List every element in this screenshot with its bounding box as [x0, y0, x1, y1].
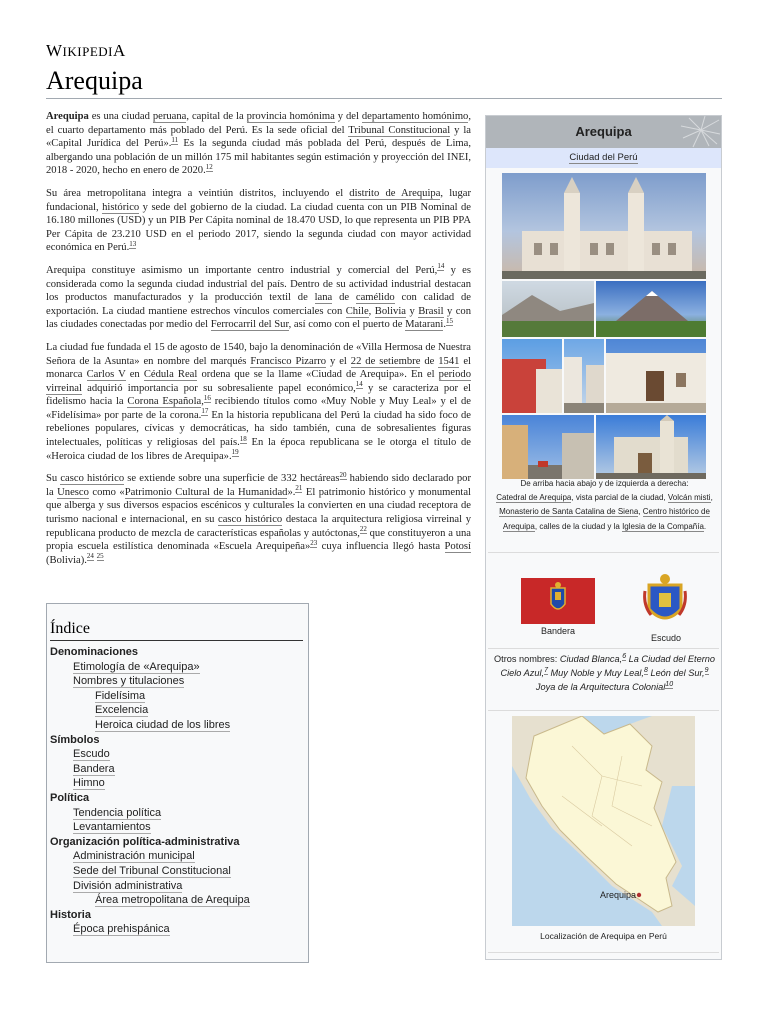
article-link[interactable]: Carlos V	[86, 369, 126, 381]
article-link[interactable]: Bolivia	[374, 305, 406, 317]
toc-item[interactable]	[50, 908, 305, 923]
reference-link[interactable]: 18	[239, 434, 247, 443]
reference-link[interactable]: 22	[359, 525, 367, 534]
table-of-contents	[46, 603, 309, 963]
infobox	[485, 115, 722, 960]
toc-item[interactable]	[50, 645, 305, 660]
reference-link[interactable]: 24	[86, 552, 94, 561]
reference-link[interactable]: 19	[231, 448, 239, 457]
cathedral-photo	[502, 173, 706, 279]
text-run: y el	[326, 355, 351, 367]
volcano-view-photo	[502, 281, 594, 337]
fireworks-decoration	[631, 116, 721, 148]
toc-item[interactable]	[50, 835, 305, 850]
article-link[interactable]: Cédula Real	[143, 369, 198, 381]
article-link[interactable]: Tribunal Constitucional	[348, 124, 451, 136]
reference-link[interactable]: 14	[437, 262, 445, 271]
toc-item-label: División administrativa	[73, 879, 183, 892]
bold-term: Arequipa	[46, 111, 89, 122]
misti-volcano-photo	[596, 281, 706, 337]
toc-item[interactable]	[50, 674, 305, 689]
text-run: , así como con el puerto de	[288, 319, 406, 331]
text-run: destaca la arquitectura religiosa virreinal y republicana producto de mezcla de características españolas y autóctonas,	[46, 514, 471, 539]
location-map[interactable]	[512, 716, 695, 926]
toc-item[interactable]	[50, 922, 305, 937]
toc-item[interactable]	[50, 893, 305, 908]
infobox-divider	[488, 710, 719, 711]
text-run: y	[405, 305, 419, 317]
text-run: habiendo sido declarado por la	[46, 473, 471, 498]
toc-item[interactable]	[50, 864, 305, 879]
toc-item-label: Fidelísima	[95, 689, 146, 702]
toc-item-label: Escudo	[73, 748, 110, 761]
street-photo	[564, 339, 604, 413]
text-run: el monarca	[46, 355, 472, 381]
toc-item-label: Sede del Tribunal Constitucional	[73, 864, 231, 877]
toc-item[interactable]	[50, 879, 305, 894]
text-run: y la «Capital Jurídica del Perú».	[46, 124, 471, 150]
toc-item[interactable]	[50, 820, 305, 835]
article-link[interactable]: Unesco	[57, 486, 89, 498]
reference-link[interactable]: 11	[171, 135, 179, 144]
article-link[interactable]: Matarani	[405, 319, 444, 331]
text-run: En la época republicana se le otorga el título de «Heroica ciudad de los libres de Arequipa».	[46, 437, 471, 462]
text-run: cuya influencia llegó hasta	[317, 541, 445, 553]
article-link[interactable]: Potosí	[444, 541, 471, 553]
toc-item-label: Tendencia política	[73, 806, 162, 819]
flag-image[interactable]	[521, 578, 595, 624]
toc-item-label: Área metropolitana de Arequipa	[95, 894, 250, 907]
toc-item-label: Nombres y titulaciones	[73, 675, 185, 688]
page-title: Arequipa	[46, 66, 143, 95]
paragraph-metro	[46, 187, 471, 255]
text-run: y es considerada como la segunda ciudad industrial del país. Dentro de su actividad industrial destacan los productos manufacturados y la producción textil de	[46, 264, 472, 304]
text-run: con calidad de exportación. La ciudad mantiene estrechos vínculos comerciales con	[46, 292, 471, 317]
caption-link-compania[interactable]: Iglesia de la Compañía	[622, 521, 704, 531]
toc-item-label: Organización política-administrativa	[50, 835, 240, 848]
text-run: , capital de la	[186, 111, 247, 122]
reference-link[interactable]: 17	[201, 407, 209, 416]
text-run: y del	[334, 111, 362, 122]
article-link[interactable]: provincia homónima	[246, 111, 335, 122]
flag-label: Bandera	[540, 626, 576, 636]
text-run: El patrimonio histórico y monumental que alberga y sus diversos espacios escénicos y culturales la convierten en una ciudad receptora de turismo nacional e internacional, en su	[46, 486, 471, 526]
article-link[interactable]: camélido	[355, 292, 395, 304]
toc-item-label: Himno	[73, 777, 105, 790]
caption-link-catedral[interactable]: Catedral de Arequipa	[496, 493, 572, 503]
article-link[interactable]: distrito de Arequipa	[349, 187, 441, 199]
historic-center-photo	[606, 339, 706, 413]
toc-item-label: Etimología de «Arequipa»	[73, 660, 200, 673]
text-run: de	[420, 355, 439, 367]
toc-item-label: Denominaciones	[50, 646, 139, 658]
text-run: , el cuarto departamento más poblado del Perú. Es la sede oficial del	[46, 111, 472, 136]
text-run: y con las ciudades conectadas por medio del	[46, 305, 472, 331]
article-link[interactable]: Brasil	[418, 305, 444, 317]
toc-item-label: Símbolos	[50, 733, 100, 746]
text-run: , lugar fundacional,	[46, 187, 471, 213]
reference-link[interactable]: 15	[445, 316, 453, 325]
text-run: que constituyeron a una propia escuela estilística denominada «Escuela Arequipeña»	[46, 527, 471, 553]
article-link[interactable]: peruana	[152, 111, 187, 122]
text-run: ,	[201, 396, 204, 408]
article-link[interactable]: Francisco Pizarro	[250, 355, 327, 367]
article-body	[46, 110, 471, 576]
infobox-title: Arequipa	[486, 116, 721, 148]
text-run: y se caracteriza por el fidelismo hacia la	[46, 382, 471, 408]
toc-item-label: Bandera	[73, 762, 115, 775]
caption-link-misti[interactable]: Volcán misti	[667, 493, 711, 503]
shield-label: Escudo	[650, 633, 682, 643]
toc-item-label: Historia	[50, 908, 91, 921]
text-run: Su área metropolitana integra a veintiún distritos, incluyendo el	[46, 187, 350, 199]
toc-item[interactable]	[50, 849, 305, 864]
toc-item[interactable]	[50, 718, 305, 733]
text-run: se extiende sobre una superficie de 332 hectáreas	[124, 473, 340, 485]
paragraph-intro	[46, 110, 471, 178]
city-street-photo	[502, 415, 594, 479]
text-run: de	[332, 292, 356, 304]
toc-item[interactable]	[50, 776, 305, 791]
toc-item-label: Excelencia	[95, 704, 149, 717]
caption-link-monasterio[interactable]: Monasterio de Santa Catalina de Siena	[499, 507, 639, 517]
toc-item[interactable]	[50, 747, 305, 762]
toc-item-label: Política	[50, 791, 90, 804]
text-run: y sede del gobierno de la ciudad. La ciudad cuenta con un PIB Nominal de 16.180 millones (USD) y un PIB Per Cápita nominal de 18.470 USD, lo que representa un PIB PPA Per Cápita de 23.210 USD en el periodo 2017, siendo la segunda ciudad con mayor actividad económica en Perú.	[46, 201, 471, 254]
infobox-divider	[488, 552, 719, 553]
article-link[interactable]: departamento homónimo	[361, 111, 469, 122]
text-run: Arequipa constituye asimismo un importante centro industrial y comercial del Perú,	[46, 264, 438, 276]
toc-item[interactable]	[50, 660, 305, 675]
reference-link[interactable]: 23	[310, 538, 318, 547]
text-run: adquirió importancia por su sobresaliente papel económico,	[81, 382, 356, 394]
other-names: Otros nombres: Ciudad Blanca,$^6$ La Ciudad del Eterno Cielo Azul,$^7$ Muy Noble y Muy Leal,$^8$ León del Sur,$^9$ Joya de la Arquitectura Colonial$^{10}$	[494, 652, 715, 692]
paragraph-history	[46, 341, 471, 463]
article-link[interactable]: Chile	[345, 305, 369, 317]
reference-link[interactable]: 14	[355, 380, 363, 389]
photo-caption: De arriba hacia abajo y de izquierda a derecha: Catedral de Arequipa, vista parcial de la ciudad, Volcán misti, Monasterio de Santa Catalina de Siena, Centro histórico de Arequipa, calles de la ciudad y la Iglesia de la Compañía.	[496, 479, 713, 531]
text-run: Es la segunda ciudad más poblada del Perú, después de Lima, albergando una población de un millón 175 mil habitantes según estimación y proyección del INEI, 2018 - 2020, hecho en enero de 2020.	[46, 138, 471, 177]
article-link[interactable]: 1541	[438, 355, 460, 367]
toc-item-label: Administración municipal	[73, 850, 195, 863]
text-run: La ciudad fue fundada el 15 de agosto de 1540, bajo la denominación de «Villa Hermosa de Nuestra Señora de la Asunta» en nombre del marqués	[46, 341, 471, 367]
text-run: .	[443, 319, 446, 331]
text-run: En la historia republicana del Perú la ciudad ha sido foco de rebeliones populares, cívicas y democráticas, ha sido también, cuna de sobresalientes figuras intelectuales, políticas y religiosas del país.	[46, 409, 471, 449]
article-link[interactable]: periodo virreinal	[46, 369, 472, 394]
toc-item-label: Levantamientos	[73, 821, 151, 834]
reference-link[interactable]: 13	[129, 239, 137, 248]
wikipedia-wordmark[interactable]: WIKIPEDIA	[46, 41, 126, 60]
infobox-divider	[488, 952, 719, 953]
article-link[interactable]: Corona Española	[127, 396, 202, 408]
map-marker-label: Arequipa	[600, 890, 637, 900]
article-link[interactable]: histórico	[102, 201, 140, 213]
reference-link[interactable]: 20	[339, 470, 347, 479]
text-run: ».	[287, 486, 296, 498]
text-run: recibiendo títulos como «Muy Noble y Muy Leal» y el de «Fidelísima» por parte de la corona.	[46, 396, 472, 421]
toc-item[interactable]	[50, 733, 305, 748]
toc-title: Índice	[50, 620, 303, 641]
article-link[interactable]: casco histórico	[218, 514, 283, 526]
text-run: ,	[368, 305, 375, 317]
paragraph-industry	[46, 264, 471, 332]
toc-item[interactable]	[50, 806, 305, 821]
reference-link[interactable]: 25	[96, 552, 104, 561]
caption-link-centro[interactable]: Centro histórico de Arequipa	[502, 507, 710, 531]
toc-list	[50, 645, 305, 937]
iglesia-compania-photo	[596, 415, 706, 479]
text-run: es una ciudad	[88, 111, 153, 122]
text-run: ordena que se la llame «Ciudad de Arequipa». En el	[197, 369, 439, 381]
article-link[interactable]: casco histórico	[60, 473, 125, 485]
article-link[interactable]: 22 de setiembre	[350, 355, 421, 367]
article-link[interactable]: Patrimonio Cultural de la Humanidad	[124, 486, 288, 498]
coat-of-arms-icon[interactable]	[643, 571, 687, 629]
text-run: Su	[46, 473, 61, 485]
toc-item-label: Heroica ciudad de los libres	[95, 718, 231, 731]
santa-catalina-photo	[502, 339, 562, 413]
toc-item[interactable]	[50, 703, 305, 718]
toc-item[interactable]	[50, 791, 305, 806]
infobox-subtitle[interactable]: Ciudad del Perú	[486, 148, 721, 168]
reference-link[interactable]: 21	[295, 484, 303, 493]
article-link[interactable]: Ferrocarril del Sur	[210, 319, 289, 331]
toc-item-label: Época prehispánica	[73, 923, 170, 936]
infobox-divider	[488, 648, 719, 649]
text-run: (Bolivia).	[46, 554, 87, 566]
text-run: en	[125, 369, 144, 381]
toc-item[interactable]	[50, 689, 305, 704]
reference-link[interactable]: 12	[205, 162, 213, 171]
toc-item[interactable]	[50, 762, 305, 777]
text-run: como «	[88, 486, 125, 498]
reference-link[interactable]: 16	[203, 393, 211, 402]
title-divider	[46, 98, 722, 99]
article-link[interactable]: lana	[314, 292, 333, 304]
map-caption: Localización de Arequipa en Perú	[540, 931, 667, 941]
paragraph-heritage	[46, 472, 471, 567]
